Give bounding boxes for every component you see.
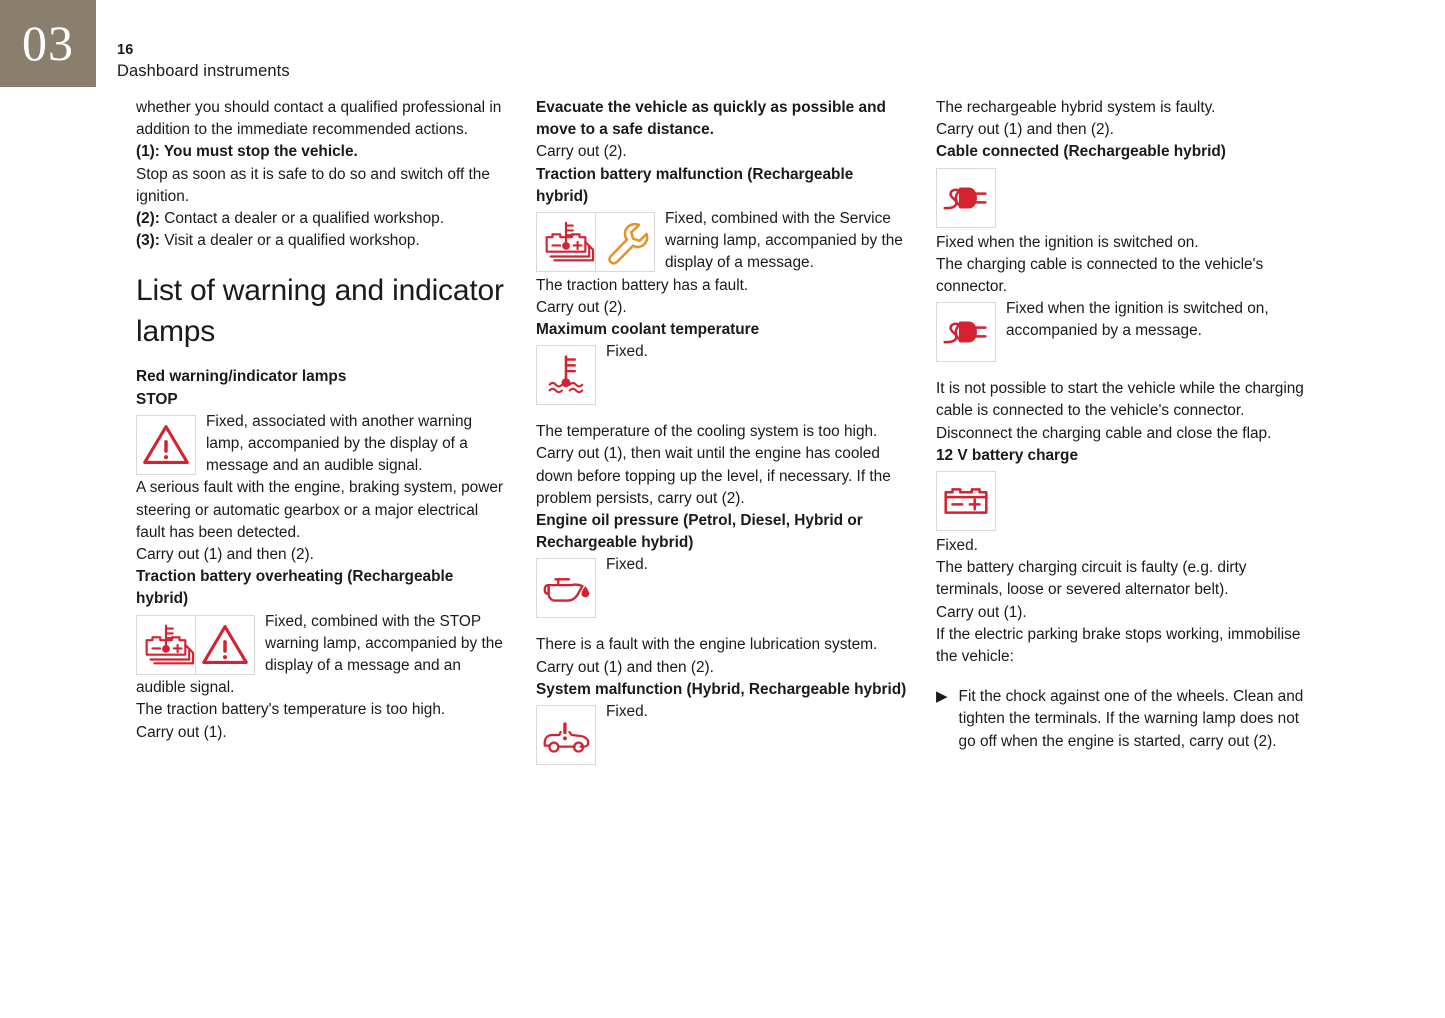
subheading-system-malfunction: System malfunction (Hybrid, Rechargeable hybrid) — [536, 680, 907, 698]
page-title: List of warning and indicator lamps — [136, 274, 504, 349]
paragraph-intro: whether you should contact a qualified professional in addition to the immediate recommended actions. — [136, 99, 502, 139]
page-header — [117, 41, 290, 83]
column-middle — [536, 97, 907, 767]
battery-action: Carry out (1). — [936, 603, 1027, 621]
traction-malfunction-action: Carry out (2). — [536, 298, 627, 316]
coolant-action: Carry out (1), then wait until the engine has cooled down before topping up the level, if necessary. If the problem persists, carry out (2). — [536, 445, 891, 507]
traction-malfunction-body: The traction battery has a fault. — [536, 276, 749, 294]
cable-body-2: The charging cable is connected to the vehicle's connector. — [936, 255, 1264, 296]
subheading-cable-connected: Cable connected (Rechargeable hybrid) — [936, 143, 1226, 161]
battery-body: The battery charging circuit is faulty (e.g. dirty terminals, loose or severed alternator belt). — [936, 559, 1247, 599]
stop-lamp-block — [136, 411, 507, 478]
hybrid-faulty-action: Carry out (1) and then (2). — [936, 121, 1114, 139]
stop-icon-group — [136, 415, 196, 475]
oil-action: Carry out (1) and then (2). — [536, 658, 714, 676]
oil-description: Fixed. — [606, 556, 648, 574]
battery-description: Fixed. — [936, 537, 978, 555]
action-1-text: Stop as soon as it is safe to do so and switch off the ignition. — [136, 165, 490, 205]
chapter-number-badge: 03 — [0, 0, 96, 87]
wrench-service-icon — [595, 212, 655, 272]
oil-pressure-block — [536, 554, 907, 620]
subheading-stop: STOP — [136, 390, 178, 408]
action-1-label: (1): You must stop the vehicle. — [136, 143, 358, 161]
action-2-line — [136, 208, 507, 230]
subheading-oil-pressure: Engine oil pressure (Petrol, Diesel, Hybrid or Rechargeable hybrid) — [536, 512, 863, 552]
subheading-coolant: Maximum coolant temperature — [536, 321, 760, 339]
cable-body-3: It is not possible to start the vehicle while the charging cable is connected to the vehicle's connector. — [936, 380, 1304, 420]
12v-battery-icon — [936, 471, 996, 531]
car-fault-icon-group — [536, 705, 596, 765]
list-item — [936, 686, 1307, 753]
coolant-icon-group — [536, 345, 596, 405]
action-3-line — [136, 230, 507, 252]
oil-icon-group — [536, 558, 596, 618]
subheading-12v-battery: 12 V battery charge — [936, 446, 1079, 464]
traction-overheating-block — [136, 611, 507, 700]
traction-overheating-action: Carry out (1). — [136, 723, 227, 741]
section-title: Dashboard instruments — [117, 62, 290, 80]
action-2-text: Contact a dealer or a qualified workshop. — [159, 210, 444, 228]
system-malfunction-description: Fixed. — [606, 703, 648, 721]
oil-body: There is a fault with the engine lubrication system. — [536, 636, 878, 654]
stop-description: Fixed, associated with another warning lamp, accompanied by the display of a message and an audible signal. — [206, 412, 473, 475]
subheading-red-lamps: Red warning/indicator lamps — [136, 368, 347, 386]
plug-icon-group-1 — [936, 168, 1307, 228]
cable-connected-block-2 — [936, 298, 1307, 364]
warning-triangle-icon — [136, 415, 196, 475]
traction-malfunction-description: Fixed, combined with the Service warning lamp, accompanied by the display of a message. — [665, 210, 903, 272]
action-3-label: (3): — [136, 232, 160, 250]
car-system-malfunction-icon — [536, 705, 596, 765]
charging-plug-icon — [936, 302, 996, 362]
triangle-bullet-icon: ▶ — [936, 688, 948, 706]
charging-plug-icon — [936, 168, 996, 228]
action-3-text: Visit a dealer or a qualified workshop. — [159, 232, 420, 250]
traction-battery-temperature-icon — [136, 615, 196, 675]
system-malfunction-block — [536, 701, 907, 767]
cable-body-4: Disconnect the charging cable and close the flap. — [936, 424, 1272, 442]
traction-malfunction-icon-group — [536, 212, 655, 272]
coolant-block — [536, 341, 907, 407]
coolant-body: The temperature of the cooling system is too high. — [536, 423, 878, 441]
engine-oil-pressure-icon — [536, 558, 596, 618]
page-number: 16 — [117, 42, 134, 58]
evacuate-warning: Evacuate the vehicle as quickly as possible and move to a safe distance. — [536, 99, 886, 139]
traction-battery-temperature-icon — [536, 212, 596, 272]
traction-overheating-icon-group — [136, 615, 255, 675]
bullet-item-text: Fit the chock against one of the wheels. Clean and tighten the terminals. If the warning lamp does not go off when the engine is started, carry out (2). — [958, 688, 1304, 750]
battery-icon-group — [936, 471, 1307, 531]
column-left — [136, 97, 507, 744]
coolant-description: Fixed. — [606, 343, 648, 361]
subheading-traction-malfunction: Traction battery malfunction (Rechargeable hybrid) — [536, 165, 854, 205]
coolant-temperature-icon — [536, 345, 596, 405]
hybrid-faulty-text: The rechargeable hybrid system is faulty. — [936, 99, 1216, 116]
traction-malfunction-block — [536, 208, 907, 275]
warning-triangle-icon — [195, 615, 255, 675]
action-2-label: (2): — [136, 210, 160, 228]
subheading-traction-overheating: Traction battery overheating (Rechargeable hybrid) — [136, 568, 454, 608]
battery-note: If the electric parking brake stops working, immobilise the vehicle: — [936, 625, 1301, 666]
stop-action: Carry out (1) and then (2). — [136, 546, 314, 564]
traction-overheating-body: The traction battery's temperature is too high. — [136, 701, 446, 719]
stop-body: A serious fault with the engine, braking system, power steering or automatic gearbox or a major electrical fault has been detected. — [136, 479, 504, 541]
cable-description-2: Fixed when the ignition is switched on, accompanied by a message. — [1006, 300, 1269, 340]
column-right — [936, 97, 1307, 753]
plug-icon-group-2 — [936, 302, 996, 362]
evacuate-action: Carry out (2). — [536, 143, 627, 161]
cable-body-1: Fixed when the ignition is switched on. — [936, 233, 1199, 251]
traction-overheating-description: Fixed, combined with the STOP warning lamp, accompanied by the display of a message and an audible signal. — [136, 612, 503, 697]
